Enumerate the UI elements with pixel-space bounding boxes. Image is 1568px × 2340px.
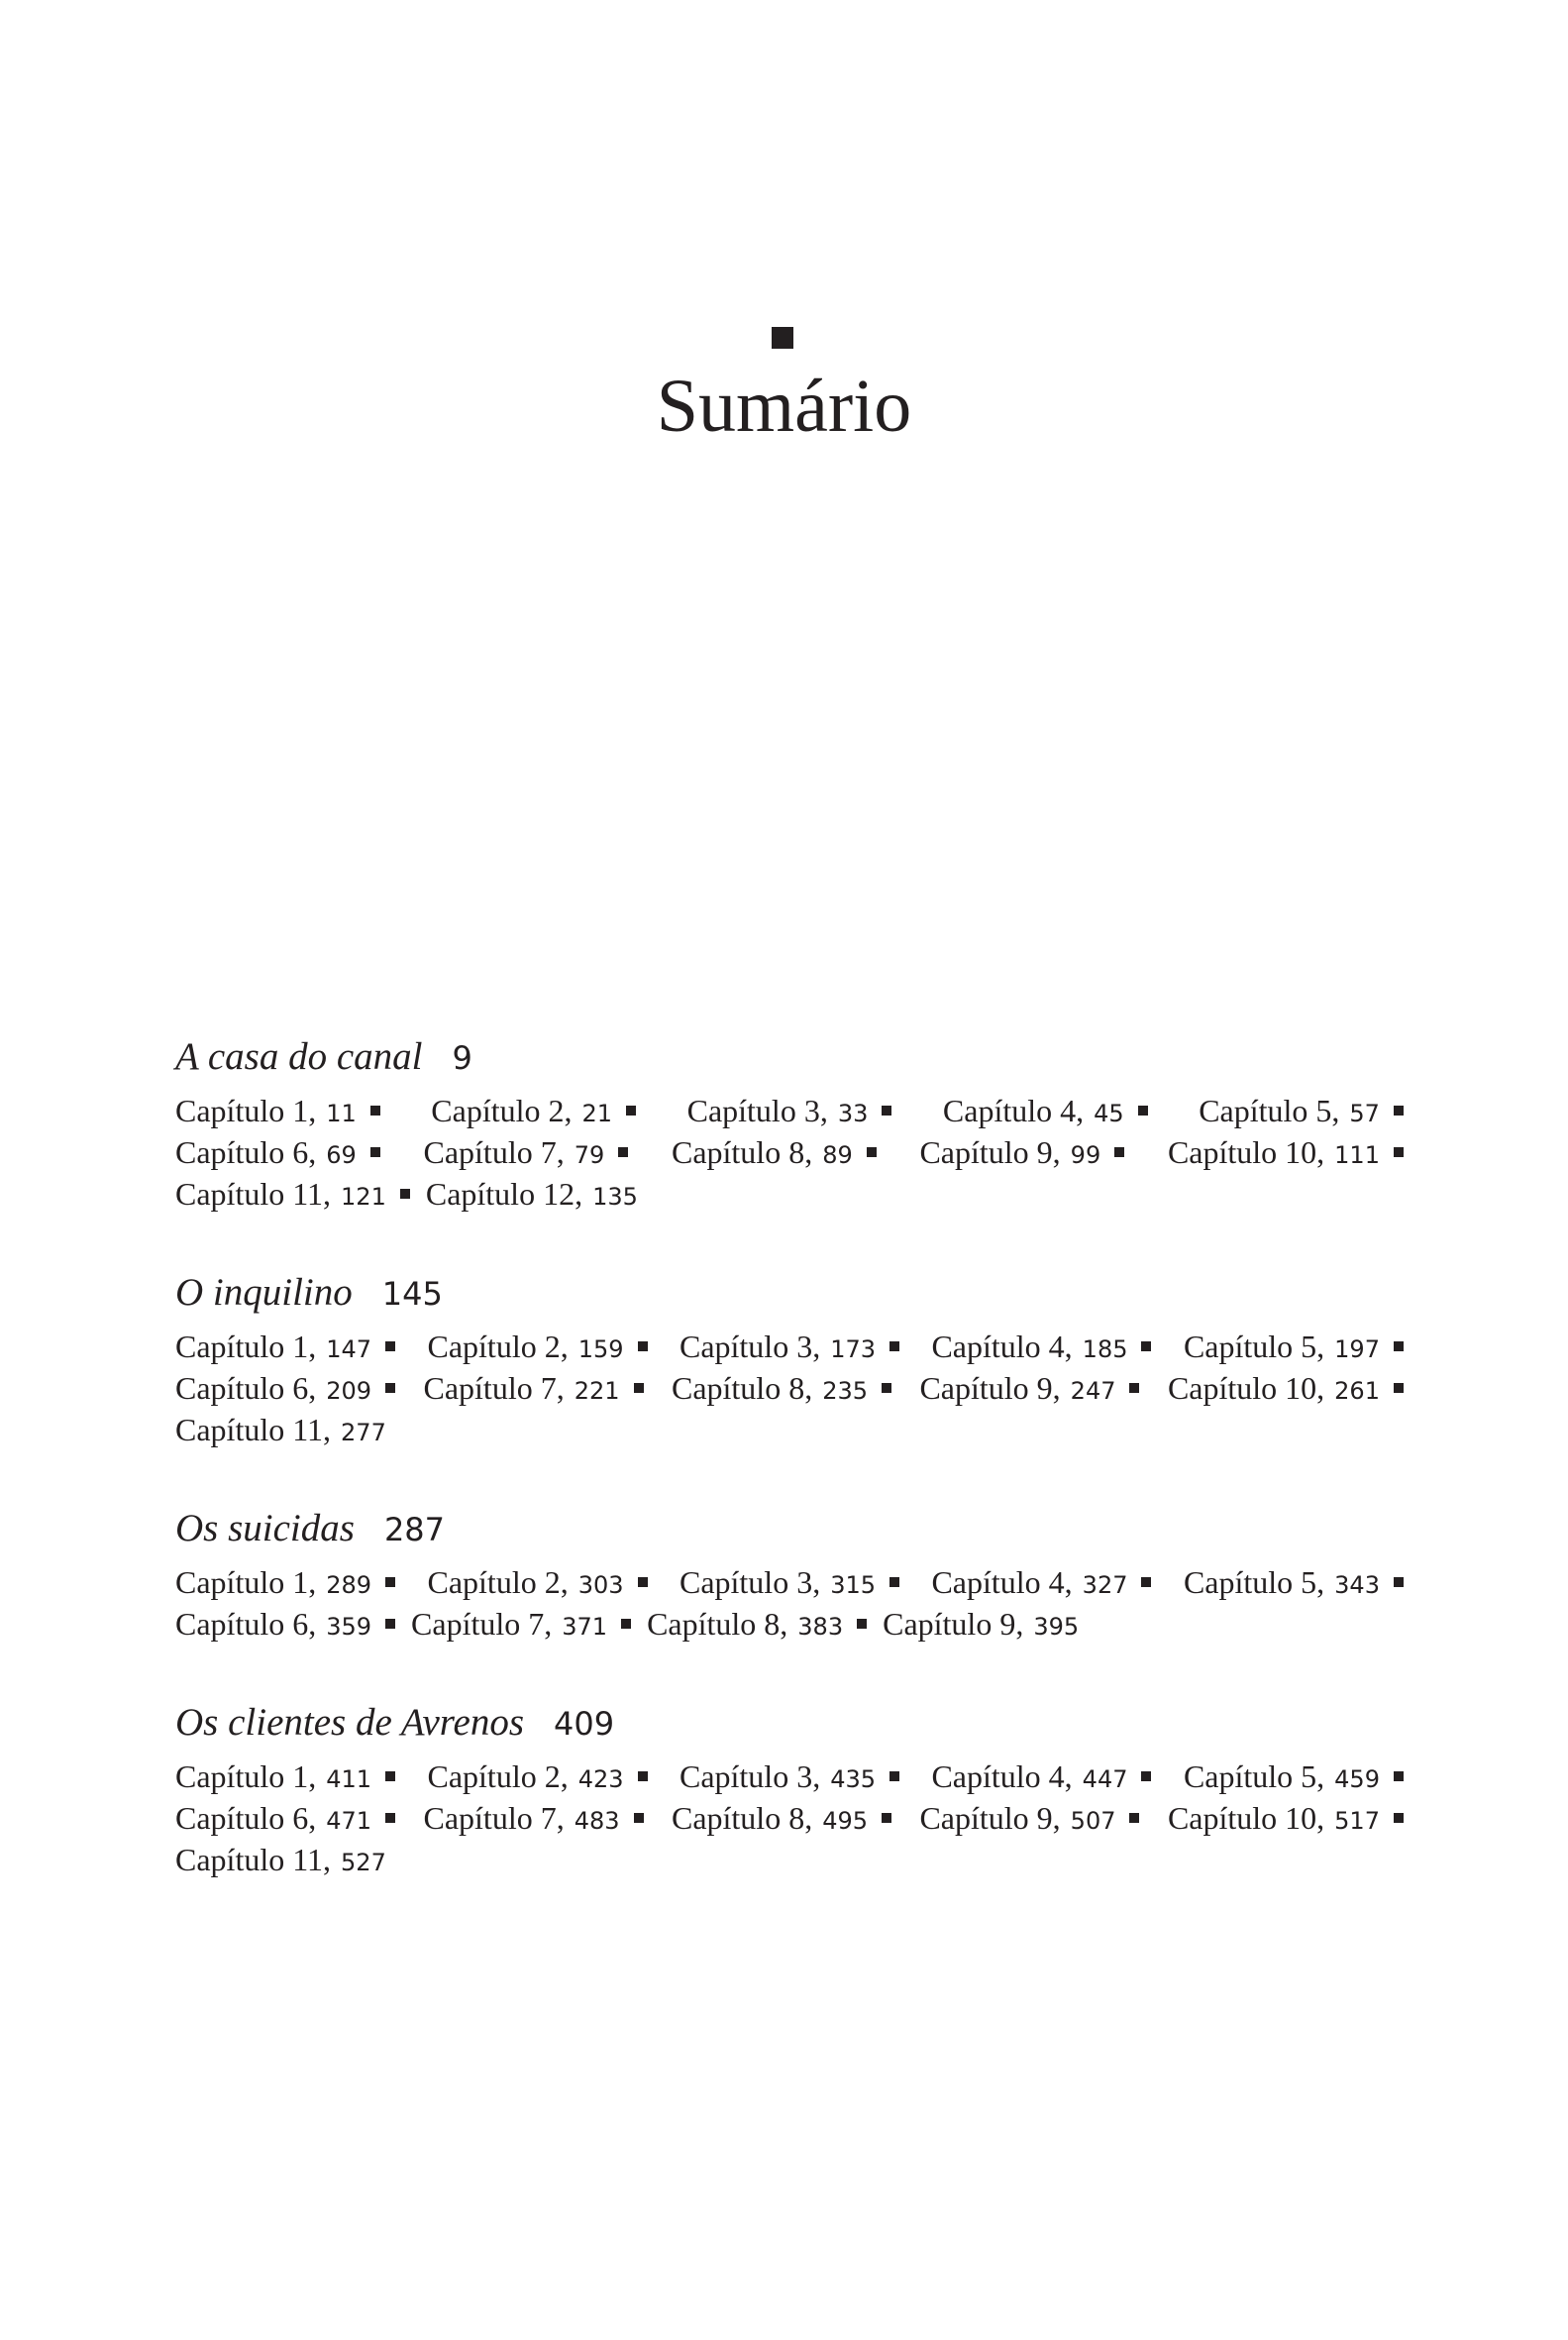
chapter-entry — [175, 1090, 380, 1134]
chapter-entry — [672, 1367, 891, 1412]
chapter-entry — [175, 1173, 410, 1218]
chapter-list — [175, 1326, 1404, 1450]
square-separator-icon — [385, 1771, 395, 1781]
chapter-label: Capítulo 3, — [686, 1093, 828, 1128]
chapter-page-number: 69 — [326, 1141, 357, 1169]
square-separator-icon — [621, 1619, 631, 1629]
chapter-page-number: 411 — [326, 1765, 372, 1793]
square-separator-icon — [1394, 1147, 1404, 1157]
square-separator-icon — [400, 1189, 410, 1199]
chapter-entry — [423, 1131, 628, 1176]
part-heading — [175, 1264, 1404, 1322]
chapter-entry — [1168, 1131, 1404, 1176]
chapter-entry — [423, 1797, 643, 1842]
chapter-label: Capítulo 4, — [931, 1564, 1073, 1600]
toc-part — [175, 1264, 1404, 1450]
chapter-entry — [672, 1797, 891, 1842]
chapter-entry — [175, 1131, 380, 1176]
chapter-label: Capítulo 10, — [1167, 1800, 1325, 1836]
part-title: O inquilino — [175, 1271, 353, 1314]
chapter-entry — [931, 1755, 1151, 1800]
chapter-page-number: 527 — [341, 1849, 386, 1876]
chapter-label: Capítulo 6, — [175, 1134, 317, 1170]
chapter-label: Capítulo 9, — [919, 1134, 1061, 1170]
square-separator-icon — [1141, 1771, 1151, 1781]
chapter-entry — [687, 1090, 892, 1134]
chapter-line — [175, 1173, 1404, 1215]
chapter-label: Capítulo 2, — [431, 1093, 573, 1128]
chapter-page-number: 277 — [341, 1419, 386, 1446]
chapter-page-number: 517 — [1334, 1807, 1380, 1835]
square-separator-icon — [1394, 1771, 1404, 1781]
toc-part — [175, 1694, 1404, 1880]
chapter-entry — [679, 1755, 899, 1800]
chapter-page-number: 343 — [1334, 1571, 1380, 1599]
chapter-label: Capítulo 4, — [931, 1329, 1073, 1364]
chapter-page-number: 57 — [1349, 1100, 1380, 1127]
square-separator-icon — [1394, 1106, 1404, 1116]
square-separator-icon — [1114, 1147, 1124, 1157]
chapter-entry — [883, 1603, 1079, 1648]
chapter-label: Capítulo 11, — [175, 1412, 332, 1447]
square-separator-icon — [385, 1383, 395, 1393]
chapter-line — [175, 1326, 1404, 1367]
chapter-label: Capítulo 4, — [942, 1093, 1085, 1128]
chapter-label: Capítulo 9, — [919, 1800, 1061, 1836]
chapter-entry — [1184, 1326, 1404, 1370]
square-separator-icon — [638, 1771, 648, 1781]
chapter-label: Capítulo 7, — [423, 1800, 565, 1836]
chapter-entry — [175, 1797, 395, 1842]
chapter-label: Capítulo 9, — [919, 1370, 1061, 1406]
chapter-label: Capítulo 10, — [1167, 1134, 1325, 1170]
square-separator-icon — [634, 1813, 644, 1823]
chapter-label: Capítulo 5, — [1183, 1758, 1325, 1794]
chapter-page-number: 447 — [1082, 1765, 1128, 1793]
title-square-ornament — [772, 327, 793, 349]
chapter-label: Capítulo 12, — [425, 1176, 583, 1212]
chapter-label: Capítulo 3, — [679, 1564, 821, 1600]
square-separator-icon — [889, 1341, 899, 1351]
square-separator-icon — [882, 1106, 891, 1116]
square-separator-icon — [385, 1577, 395, 1587]
chapter-label: Capítulo 6, — [175, 1606, 317, 1642]
chapter-entry — [919, 1797, 1139, 1842]
square-separator-icon — [1394, 1813, 1404, 1823]
chapter-label: Capítulo 10, — [1167, 1370, 1325, 1406]
chapter-page-number: 395 — [1033, 1613, 1080, 1641]
chapter-list — [175, 1561, 1404, 1645]
chapter-line — [175, 1131, 1404, 1173]
chapter-label: Capítulo 11, — [175, 1842, 332, 1877]
chapter-page-number: 111 — [1334, 1141, 1380, 1169]
chapter-label: Capítulo 5, — [1183, 1329, 1325, 1364]
chapter-page-number: 383 — [797, 1613, 844, 1641]
square-separator-icon — [857, 1619, 867, 1629]
part-heading — [175, 1028, 1404, 1086]
chapter-page-number: 121 — [341, 1183, 386, 1211]
square-separator-icon — [634, 1383, 644, 1393]
chapter-label: Capítulo 7, — [411, 1606, 553, 1642]
chapter-label: Capítulo 2, — [427, 1329, 569, 1364]
chapter-page-number: 235 — [822, 1377, 868, 1405]
chapter-entry — [1184, 1561, 1404, 1606]
square-separator-icon — [370, 1147, 380, 1157]
square-separator-icon — [370, 1106, 380, 1116]
chapter-entry — [1199, 1090, 1404, 1134]
square-separator-icon — [1394, 1341, 1404, 1351]
table-of-contents — [175, 1028, 1404, 1930]
square-separator-icon — [1138, 1106, 1148, 1116]
part-heading — [175, 1500, 1404, 1557]
square-separator-icon — [638, 1577, 648, 1587]
chapter-page-number: 247 — [1070, 1377, 1116, 1405]
chapter-entry — [1168, 1367, 1404, 1412]
chapter-label: Capítulo 11, — [175, 1176, 332, 1212]
chapter-label: Capítulo 8, — [671, 1134, 813, 1170]
chapter-entry — [1184, 1755, 1404, 1800]
chapter-label: Capítulo 1, — [175, 1093, 317, 1128]
chapter-page-number: 159 — [577, 1335, 624, 1363]
part-page-number: 9 — [452, 1039, 472, 1077]
chapter-entry — [679, 1326, 899, 1370]
chapter-line — [175, 1090, 1404, 1131]
square-separator-icon — [882, 1383, 891, 1393]
chapter-page-number: 495 — [822, 1807, 868, 1835]
square-separator-icon — [889, 1771, 899, 1781]
square-separator-icon — [1129, 1383, 1139, 1393]
chapter-line — [175, 1797, 1404, 1839]
chapter-label: Capítulo 7, — [423, 1370, 565, 1406]
chapter-page-number: 261 — [1334, 1377, 1380, 1405]
chapter-entry — [427, 1561, 647, 1606]
chapter-entry — [672, 1131, 877, 1176]
chapter-label: Capítulo 6, — [175, 1800, 317, 1836]
chapter-page-number: 289 — [326, 1571, 372, 1599]
chapter-page-number: 435 — [830, 1765, 876, 1793]
chapter-label: Capítulo 7, — [423, 1134, 565, 1170]
chapter-label: Capítulo 1, — [175, 1329, 317, 1364]
square-separator-icon — [385, 1619, 395, 1629]
chapter-page-number: 471 — [326, 1807, 372, 1835]
chapter-page-number: 423 — [577, 1765, 624, 1793]
chapter-list — [175, 1755, 1404, 1880]
chapter-entry — [175, 1367, 395, 1412]
chapter-label: Capítulo 3, — [679, 1329, 821, 1364]
chapter-label: Capítulo 5, — [1183, 1564, 1325, 1600]
chapter-label: Capítulo 8, — [671, 1800, 813, 1836]
chapter-line — [175, 1561, 1404, 1603]
chapter-page-number: 185 — [1082, 1335, 1128, 1363]
chapter-entry — [175, 1561, 395, 1606]
chapter-page-number: 173 — [830, 1335, 876, 1363]
chapter-label: Capítulo 2, — [427, 1758, 569, 1794]
square-separator-icon — [1141, 1577, 1151, 1587]
chapter-entry — [175, 1409, 386, 1453]
chapter-page-number: 135 — [592, 1183, 638, 1211]
chapter-label: Capítulo 2, — [427, 1564, 569, 1600]
part-page-number: 287 — [383, 1511, 446, 1548]
square-separator-icon — [385, 1341, 395, 1351]
chapter-label: Capítulo 6, — [175, 1370, 317, 1406]
chapter-entry — [919, 1131, 1124, 1176]
chapter-entry — [1168, 1797, 1404, 1842]
square-separator-icon — [867, 1147, 877, 1157]
chapter-page-number: 33 — [837, 1100, 869, 1127]
part-title: Os suicidas — [175, 1507, 355, 1549]
chapter-label: Capítulo 4, — [931, 1758, 1073, 1794]
chapter-page-number: 315 — [830, 1571, 876, 1599]
chapter-entry — [426, 1173, 638, 1218]
chapter-entry — [427, 1755, 647, 1800]
chapter-entry — [919, 1367, 1139, 1412]
square-separator-icon — [618, 1147, 628, 1157]
page-title: Sumário — [656, 365, 912, 448]
chapter-page-number: 303 — [577, 1571, 624, 1599]
chapter-page-number: 221 — [574, 1377, 620, 1405]
chapter-entry — [175, 1839, 386, 1883]
chapter-entry — [175, 1755, 395, 1800]
chapter-label: Capítulo 1, — [175, 1564, 317, 1600]
chapter-label: Capítulo 8, — [671, 1370, 813, 1406]
chapter-label: Capítulo 1, — [175, 1758, 317, 1794]
chapter-entry — [427, 1326, 647, 1370]
chapter-line — [175, 1367, 1404, 1409]
chapter-page-number: 507 — [1070, 1807, 1116, 1835]
chapter-page-number: 327 — [1082, 1571, 1128, 1599]
chapter-page-number: 45 — [1094, 1100, 1124, 1127]
chapter-page-number: 99 — [1070, 1141, 1101, 1169]
chapter-page-number: 483 — [574, 1807, 620, 1835]
square-separator-icon — [1141, 1341, 1151, 1351]
chapter-list — [175, 1090, 1404, 1215]
chapter-page-number: 89 — [822, 1141, 853, 1169]
square-separator-icon — [626, 1106, 636, 1116]
part-heading — [175, 1694, 1404, 1752]
chapter-label: Capítulo 8, — [647, 1606, 788, 1642]
chapter-label: Capítulo 9, — [883, 1606, 1024, 1642]
chapter-entry — [175, 1603, 395, 1648]
chapter-label: Capítulo 3, — [679, 1758, 821, 1794]
chapter-page-number: 21 — [581, 1100, 613, 1127]
square-separator-icon — [889, 1577, 899, 1587]
part-title: A casa do canal — [175, 1035, 423, 1078]
chapter-page-number: 79 — [574, 1141, 605, 1169]
chapter-entry — [411, 1603, 631, 1648]
chapter-line — [175, 1755, 1404, 1797]
square-separator-icon — [385, 1813, 395, 1823]
chapter-page-number: 371 — [562, 1613, 608, 1641]
chapter-entry — [679, 1561, 899, 1606]
chapter-line — [175, 1603, 1404, 1645]
part-page-number: 409 — [554, 1705, 615, 1743]
chapter-page-number: 197 — [1334, 1335, 1380, 1363]
square-separator-icon — [882, 1813, 891, 1823]
square-separator-icon — [638, 1341, 648, 1351]
chapter-page-number: 359 — [326, 1613, 372, 1641]
part-title: Os clientes de Avrenos — [175, 1701, 525, 1744]
chapter-page-number: 459 — [1334, 1765, 1380, 1793]
square-separator-icon — [1394, 1577, 1404, 1587]
square-separator-icon — [1129, 1813, 1139, 1823]
chapter-entry — [175, 1326, 395, 1370]
chapter-entry — [931, 1561, 1151, 1606]
chapter-page-number: 147 — [326, 1335, 372, 1363]
chapter-entry — [431, 1090, 636, 1134]
chapter-entry — [423, 1367, 643, 1412]
part-page-number: 145 — [381, 1275, 443, 1313]
chapter-label: Capítulo 5, — [1199, 1093, 1340, 1128]
chapter-entry — [943, 1090, 1148, 1134]
chapter-entry — [647, 1603, 867, 1648]
toc-part — [175, 1500, 1404, 1645]
chapter-page-number: 11 — [326, 1100, 357, 1127]
chapter-line — [175, 1409, 1404, 1450]
chapter-line — [175, 1839, 1404, 1880]
square-separator-icon — [1394, 1383, 1404, 1393]
chapter-page-number: 209 — [326, 1377, 372, 1405]
toc-part — [175, 1028, 1404, 1215]
chapter-entry — [931, 1326, 1151, 1370]
